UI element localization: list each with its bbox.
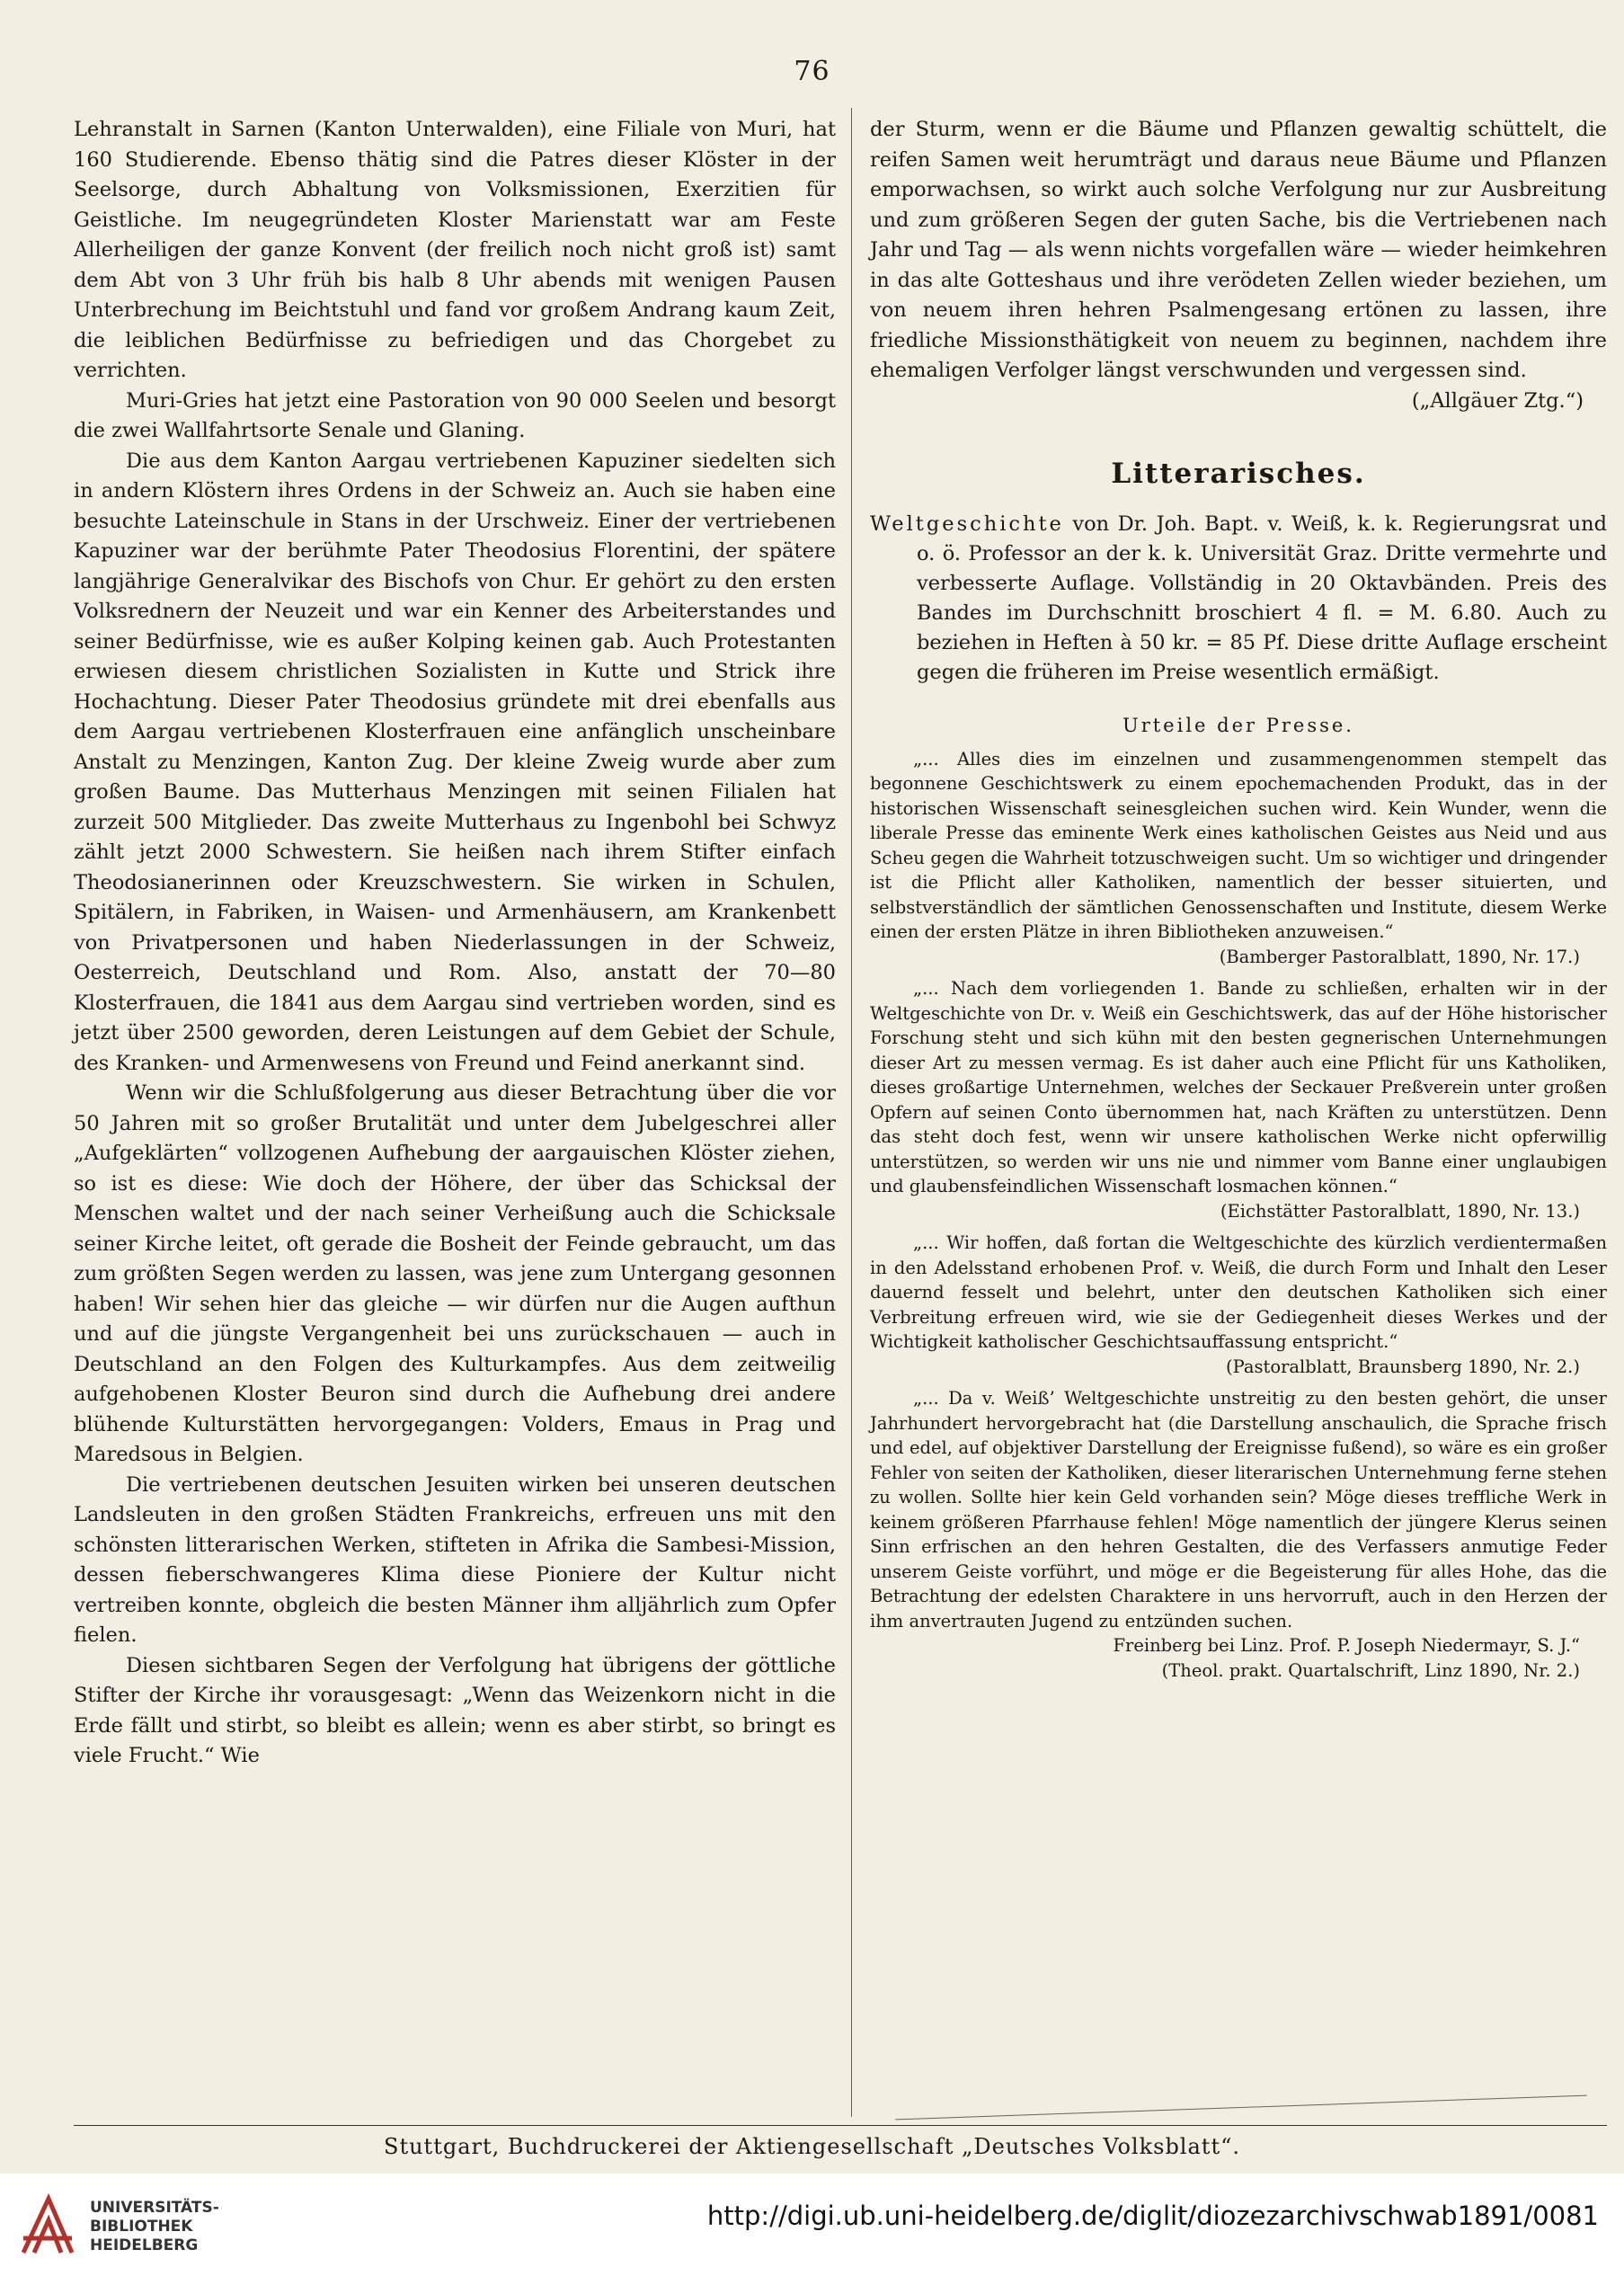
closing-rule — [895, 2095, 1587, 2121]
article-source: („Allgäuer Ztg.“) — [1411, 388, 1584, 413]
library-name: UNIVERSITÄTS- BIBLIOTHEK HEIDELBERG — [90, 2199, 219, 2254]
right-column — [870, 115, 1607, 1690]
press-quote — [870, 1386, 1607, 1683]
paragraph: Lehranstalt in Sarnen (Kanton Unterwalden), eine Filiale von Muri, hat 160 Studierende. Ebenso thätig sind die Patres dieser Klöster in der Seelsorge, durch Abhaltung von Volksmissionen, Exerzitien für Geistliche. Im neugegründeten Kloster Marienstatt war am Feste Allerheiligen der ganze Konvent (der freilich noch nicht groß ist) samt dem Abt von 3 Uhr früh bis halb 8 Uhr abends mit wenigen Pausen Unterbrechung im Beichtstuhl und fand vor großem Andrang kaum Zeit, die leiblichen Bedürfnisse zu befriedigen und das Chorgebet zu verrichten. — [74, 118, 836, 382]
section-heading: Litterarisches. — [1111, 458, 1366, 490]
left-column — [74, 115, 836, 1772]
quote-text: „... Da v. Weiß’ Weltgeschichte unstreitig zu den besten gehört, die unser Jahrhundert hervorgebracht hat (die Darstellung anschaulich, die Sprache frisch und edel, auf objektiver Darstellung der Ereignisse fußend), so wäre es ein großer Fehler von seiten der Katholiken, dieser literarischen Unternehmung ferne stehen zu wollen. Sollte hier kein Geld vorhanden sein? Möge dieses treffliche Werk in keinem größeren Pfarrhause fehlen! Möge namentlich der jüngere Klerus seinen Sinn erfrischen an den hehren Gestalten, die des Verfassers anmutige Feder unserem Geiste vorführt, und möge er die Begeisterung für alles Hohe, das die Betrachtung der edelsten Charaktere in uns hervorruft, auch in den Herzen der ihm anvertrauten Jugend zu entzünden suchen. — [870, 1388, 1607, 1632]
book-title: Weltgeschichte — [870, 512, 1064, 536]
printer-imprint: Stuttgart, Buchdruckerei der Aktiengesellschaft „Deutsches Volksblatt“. — [384, 2134, 1240, 2159]
book-description: von Dr. Joh. Bapt. v. Weiß, k. k. Regierungsrat und o. ö. Professor an der k. k. Universität Graz. Dritte vermehrte und verbesserte Auflage. Vollständig in 20 Oktavbänden. Preis des Bandes im Durchschnitt broschiert 4 fl. = M. 6.80. Auch zu beziehen in Heften à 50 kr. = 85 Pf. Diese dritte Auflage erscheint gegen die früheren im Preise wesentlich ermäßigt. — [917, 512, 1607, 684]
press-quote — [870, 747, 1607, 970]
quote-source: (Pastoralblatt, Braunsberg 1890, Nr. 2.) — [1226, 1356, 1580, 1377]
source-url[interactable]: http://digi.ub.uni-heidelberg.de/diglit/diozezarchivschwab1891/0081 — [706, 2201, 1599, 2231]
paragraph: Diesen sichtbaren Segen der Verfolgung hat übrigens der göttliche Stifter der Kirche ihr vorausgesagt: „Wenn das Weizenkorn nicht in die Erde fällt und stirbt, so bleibt es allein; wenn es aber stirbt, so bringt es viele Frucht.“ Wie — [74, 1653, 836, 1767]
library-logo-icon — [18, 2193, 77, 2258]
book-entry — [870, 510, 1607, 688]
digitization-footer — [0, 2174, 1624, 2294]
quote-source: (Eichstätter Pastoralblatt, 1890, Nr. 13.) — [1220, 1200, 1580, 1222]
quote-source: (Theol. prakt. Quartalschrift, Linz 1890, Nr. 2.) — [1161, 1659, 1580, 1681]
footer-rule — [74, 2125, 1607, 2126]
press-quote — [870, 976, 1607, 1223]
paragraph: Muri-Gries hat jetzt eine Pastoration von 90 000 Seelen und besorgt die zwei Wallfahrtsorte Senale und Glaning. — [74, 388, 836, 442]
quote-signature: Freinberg bei Linz. Prof. P. Joseph Niedermayr, S. J.“ — [1113, 1635, 1580, 1656]
quote-text: „... Wir hoffen, daß fortan die Weltgeschichte des kürzlich verdientermaßen in den Adelsstand erhobenen Prof. v. Weiß, die durch Form und Inhalt den Leser dauernd fesselt und belehrt, unter den deutschen Katholiken sich einer Verbreitung erfreuen wird, wie sie der Gediegenheit dieses Werkes und der Wichtigkeit katholischer Geschichtsauffassung entspricht.“ — [870, 1232, 1607, 1352]
press-heading: Urteile der Presse. — [1123, 715, 1354, 736]
column-rule — [851, 108, 852, 2117]
paragraph: Die aus dem Kanton Aargau vertriebenen Kapuziner siedelten sich in andern Klöstern ihres Ordens in der Schweiz an. Auch sie haben eine besuchte Lateinschule in Stans in der Urschweiz. Einer der vertriebenen Kapuziner war der berühmte Pater Theodosius Florentini, der spätere langjährige Generalvikar des Bischofs von Chur. Er gehört zu den ersten Volksrednern der Neuzeit und war ein Kenner des Arbeiterstandes und seiner Bedürfnisse, wie es außer Kolping keinen gab. Auch Protestanten erwiesen diesem christlichen Sozialisten in Kutte und Strick ihre Hochachtung. Dieser Pater Theodosius gründete mit drei ebenfalls aus dem Aargau vertriebenen Klosterfrauen eine anfänglich unscheinbare Anstalt zu Menzingen, Kanton Zug. Der kleine Zweig wurde aber zum großen Baume. Das Mutterhaus Menzingen mit seinen Filialen hat zurzeit 500 Mitglieder. Das zweite Mutterhaus zu Ingenbohl bei Schwyz zählt jetzt 2000 Schwestern. Sie heißen nach ihrem Stifter einfach Theodosianerinnen oder Kreuzschwestern. Sie wirken in Schulen, Spitälern, in Fabriken, in Waisen- und Armenhäusern, am Krankenbett von Privatpersonen und haben Niederlassungen in der Schweiz, Oesterreich, Deutschland und Rom. Also, anstatt der 70—80 Klosterfrauen, die 1841 aus dem Aargau sind vertrieben worden, sind es jetzt über 2500 geworden, deren Leistungen auf dem Gebiet der Schule, des Kranken- und Armenwesens von Freund und Feind anerkannt sind. — [74, 449, 836, 1075]
paragraph: der Sturm, wenn er die Bäume und Pflanzen gewaltig schüttelt, die reifen Samen weit herumträgt und daraus neue Bäume und Pflanzen emporwachsen, so wirkt auch solche Verfolgung nur zur Ausbreitung und zum größeren Segen der guten Sache, bis die Vertriebenen nach Jahr und Tag — als wenn nichts vorgefallen wäre — wieder heimkehren in das alte Gotteshaus und ihre verödeten Zellen wieder beziehen, um von neuem ihren hehren Psalmengesang ertönen zu lassen, ihre friedliche Missionsthätigkeit von neuem zu beginnen, nachdem ihre ehemaligen Verfolger längst verschwunden und vergessen sind. — [870, 118, 1607, 382]
quote-text: „... Nach dem vorliegenden 1. Bande zu schließen, erhalten wir in der Weltgeschichte von Dr. v. Weiß ein Geschichtswerk, das auf der Höhe historischer Forschung steht und sich kühn mit den besten gegnerischen Unternehmungen dieser Art zu messen vermag. Es ist daher auch eine Pflicht für uns Katholiken, dieses großartige Unternehmen, welches der Seckauer Preßverein unter großen Opfern auf seinen Conto übernommen hat, nach Kräften zu unterstützen. Denn das steht doch fest, wenn wir unsere katholischen Werke nicht opferwillig unterstützen, so werden wir uns nie und nimmer vom Banne einer unglaubigen und glaubensfeindlichen Wissenschaft losmachen können.“ — [870, 978, 1607, 1196]
quote-text: „... Alles dies im einzelnen und zusammengenommen stempelt das begonnene Geschichtswerk zu einem epochemachenden Produkt, das in der historischen Wissenschaft seinesgleichen suchen wird. Kein Wunder, wenn die liberale Presse das eminente Werk eines katholischen Geistes aus Neid und aus Scheu gegen die Wahrheit totzuschweigen sucht. Um so wichtiger und dringender ist die Pflicht aller Katholiken, namentlich der besser situierten, und selbstverständlich der sämtlichen Genossenschaften und Institute, diesem Werke einen der ersten Plätze in ihren Bibliotheken anzuweisen.“ — [870, 748, 1607, 942]
page-number: 76 — [794, 56, 830, 87]
paragraph: Wenn wir die Schlußfolgerung aus dieser Betrachtung über die vor 50 Jahren mit so großer Brutalität und unter dem Jubelgeschrei aller „Aufgeklärten“ vollzogenen Aufhebung der aargauischen Klöster ziehen, so ist es diese: Wie doch der Höhere, der über das Schicksal der Menschen waltet und der nach seiner Verheißung auch die Schicksale seiner Kirche leitet, oft gerade die Bosheit der Feinde gebraucht, um das zum größten Segen werden zu lassen, was jene zum Untergang gesonnen haben! Wir sehen hier das gleiche — wir dürfen nur die Augen aufthun und auf die jüngste Vergangenheit bei uns zurückschauen — auch in Deutschland an den Folgen des Kulturkampfes. Aus dem zeitweilig aufgehobenen Kloster Beuron sind durch die Aufhebung drei andere blühende Kulturstätten hervorgegangen: Volders, Emaus in Prag und Maredsous in Belgien. — [74, 1081, 836, 1466]
paragraph: Die vertriebenen deutschen Jesuiten wirken bei unseren deutschen Landsleuten in den großen Städten Frankreichs, erfreuen uns mit den schönsten litterarischen Werken, stifteten in Afrika die Sambesi-Mission, dessen fieberschwangeres Klima diese Pioniere der Kultur nicht vertreiben konnte, obgleich die besten Männer ihm alljährlich zum Opfer fielen. — [74, 1472, 836, 1647]
press-quote — [870, 1231, 1607, 1379]
quote-source: (Bamberger Pastoralblatt, 1890, Nr. 17.) — [1219, 946, 1580, 967]
